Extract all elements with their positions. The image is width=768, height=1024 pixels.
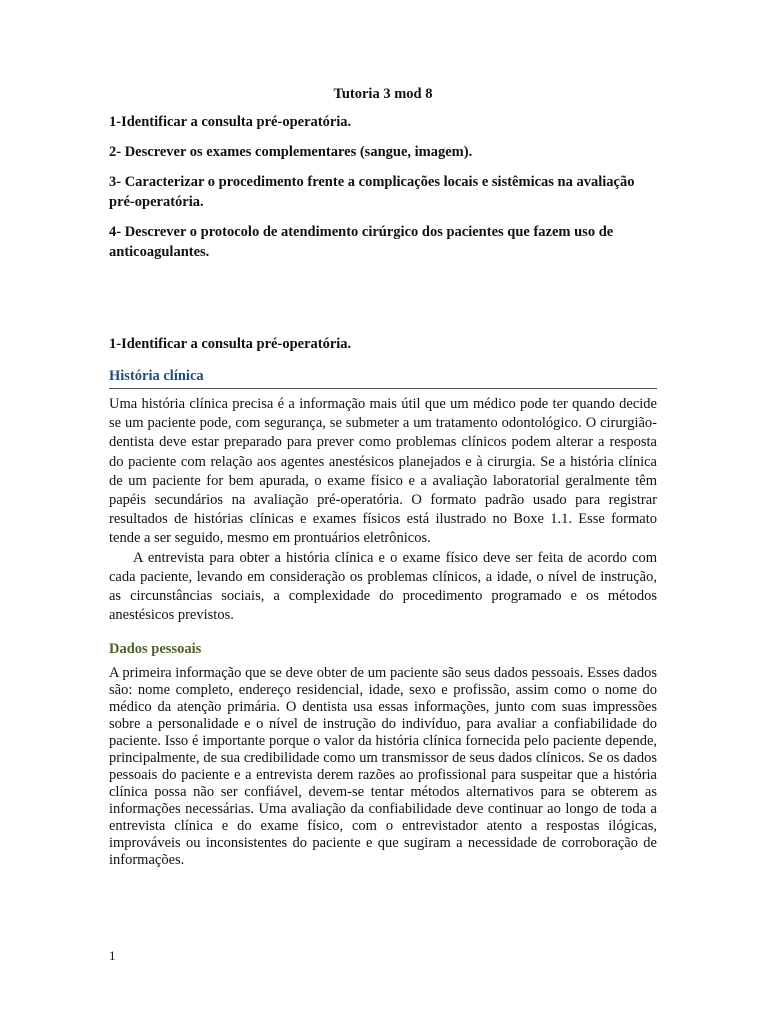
objective-item: 4- Descrever o protocolo de atendimento cirúrgico dos pacientes que fazem uso de anticoagulantes. <box>109 224 614 260</box>
blank-space <box>109 272 657 334</box>
page-number: 1 <box>109 948 116 963</box>
objective-item: 2- Descrever os exames complementares (sangue, imagem). <box>109 144 473 160</box>
section-heading: 1-Identificar a consulta pré-operatória. <box>109 336 352 352</box>
historia-clinica-heading: História clínica <box>109 366 657 389</box>
document-title: Tutoria 3 mod 8 <box>333 86 433 102</box>
dados-pessoais-heading: Dados pessoais <box>109 641 202 658</box>
body-paragraph: Uma história clínica precisa é a informação mais útil que um médico pode ter quando decide se um paciente pode, com segurança, se submeter a um tratamento odontológico. O cirurgião-dentista deve estar preparado para prever como problemas clínicos podem alterar a resposta do paciente com relação aos agentes anestésicos planejados e à cirurgia. Se a história clínica de um paciente for bem apurada, o exame físico e a avaliação laboratorial geralmente têm papéis secundários na avaliação pré-operatória. O formato padrão usado para registrar resultados de histórias clínicas e exames físicos está ilustrado no Boxe 1.1. Esse formato tende a ser seguido, mesmo em prontuários eletrônicos. <box>109 396 657 547</box>
page-content <box>109 84 657 869</box>
body-paragraph: A primeira informação que se deve obter de um paciente são seus dados pessoais. Esses dados são: nome completo, endereço residencial, idade, sexo e profissão, assim como o nome do médico da atenção primária. O dentista usa essas informações, junto com suas impressões sobre a personalidade e o nível de instrução do indivíduo, para avaliar a confiabilidade do paciente. Isso é importante porque o valor da história clínica fornecida pelo paciente depende, principalmente, de sua credibilidade como um transmissor de seus dados clínicos. Se os dados pessoais do paciente e a entrevista derem razões ao profissional para suspeitar que a história clínica possa não ser confiável, devem-se tentar métodos alternativos para se obterem as informações necessárias. Uma avaliação da confiabilidade deve continuar ao longo de toda a entrevista clínica e do exame físico, com o entrevistador atento a respostas ilógicas, improváveis ou inconsistentes do paciente e que sugiram a necessidade de corroboração de informações. <box>109 665 657 869</box>
body-paragraph: A entrevista para obter a história clínica e o exame físico deve ser feita de acordo com cada paciente, levando em consideração os problemas clínicos, a idade, o nível de instrução, as circunstâncias sociais, a complexidade do procedimento programado e os métodos anestésicos previstos. <box>109 549 657 624</box>
objective-item: 1-Identificar a consulta pré-operatória. <box>109 114 352 130</box>
objective-item: 3- Caracterizar o procedimento frente a complicações locais e sistêmicas na avaliação pré-operatória. <box>109 174 635 210</box>
